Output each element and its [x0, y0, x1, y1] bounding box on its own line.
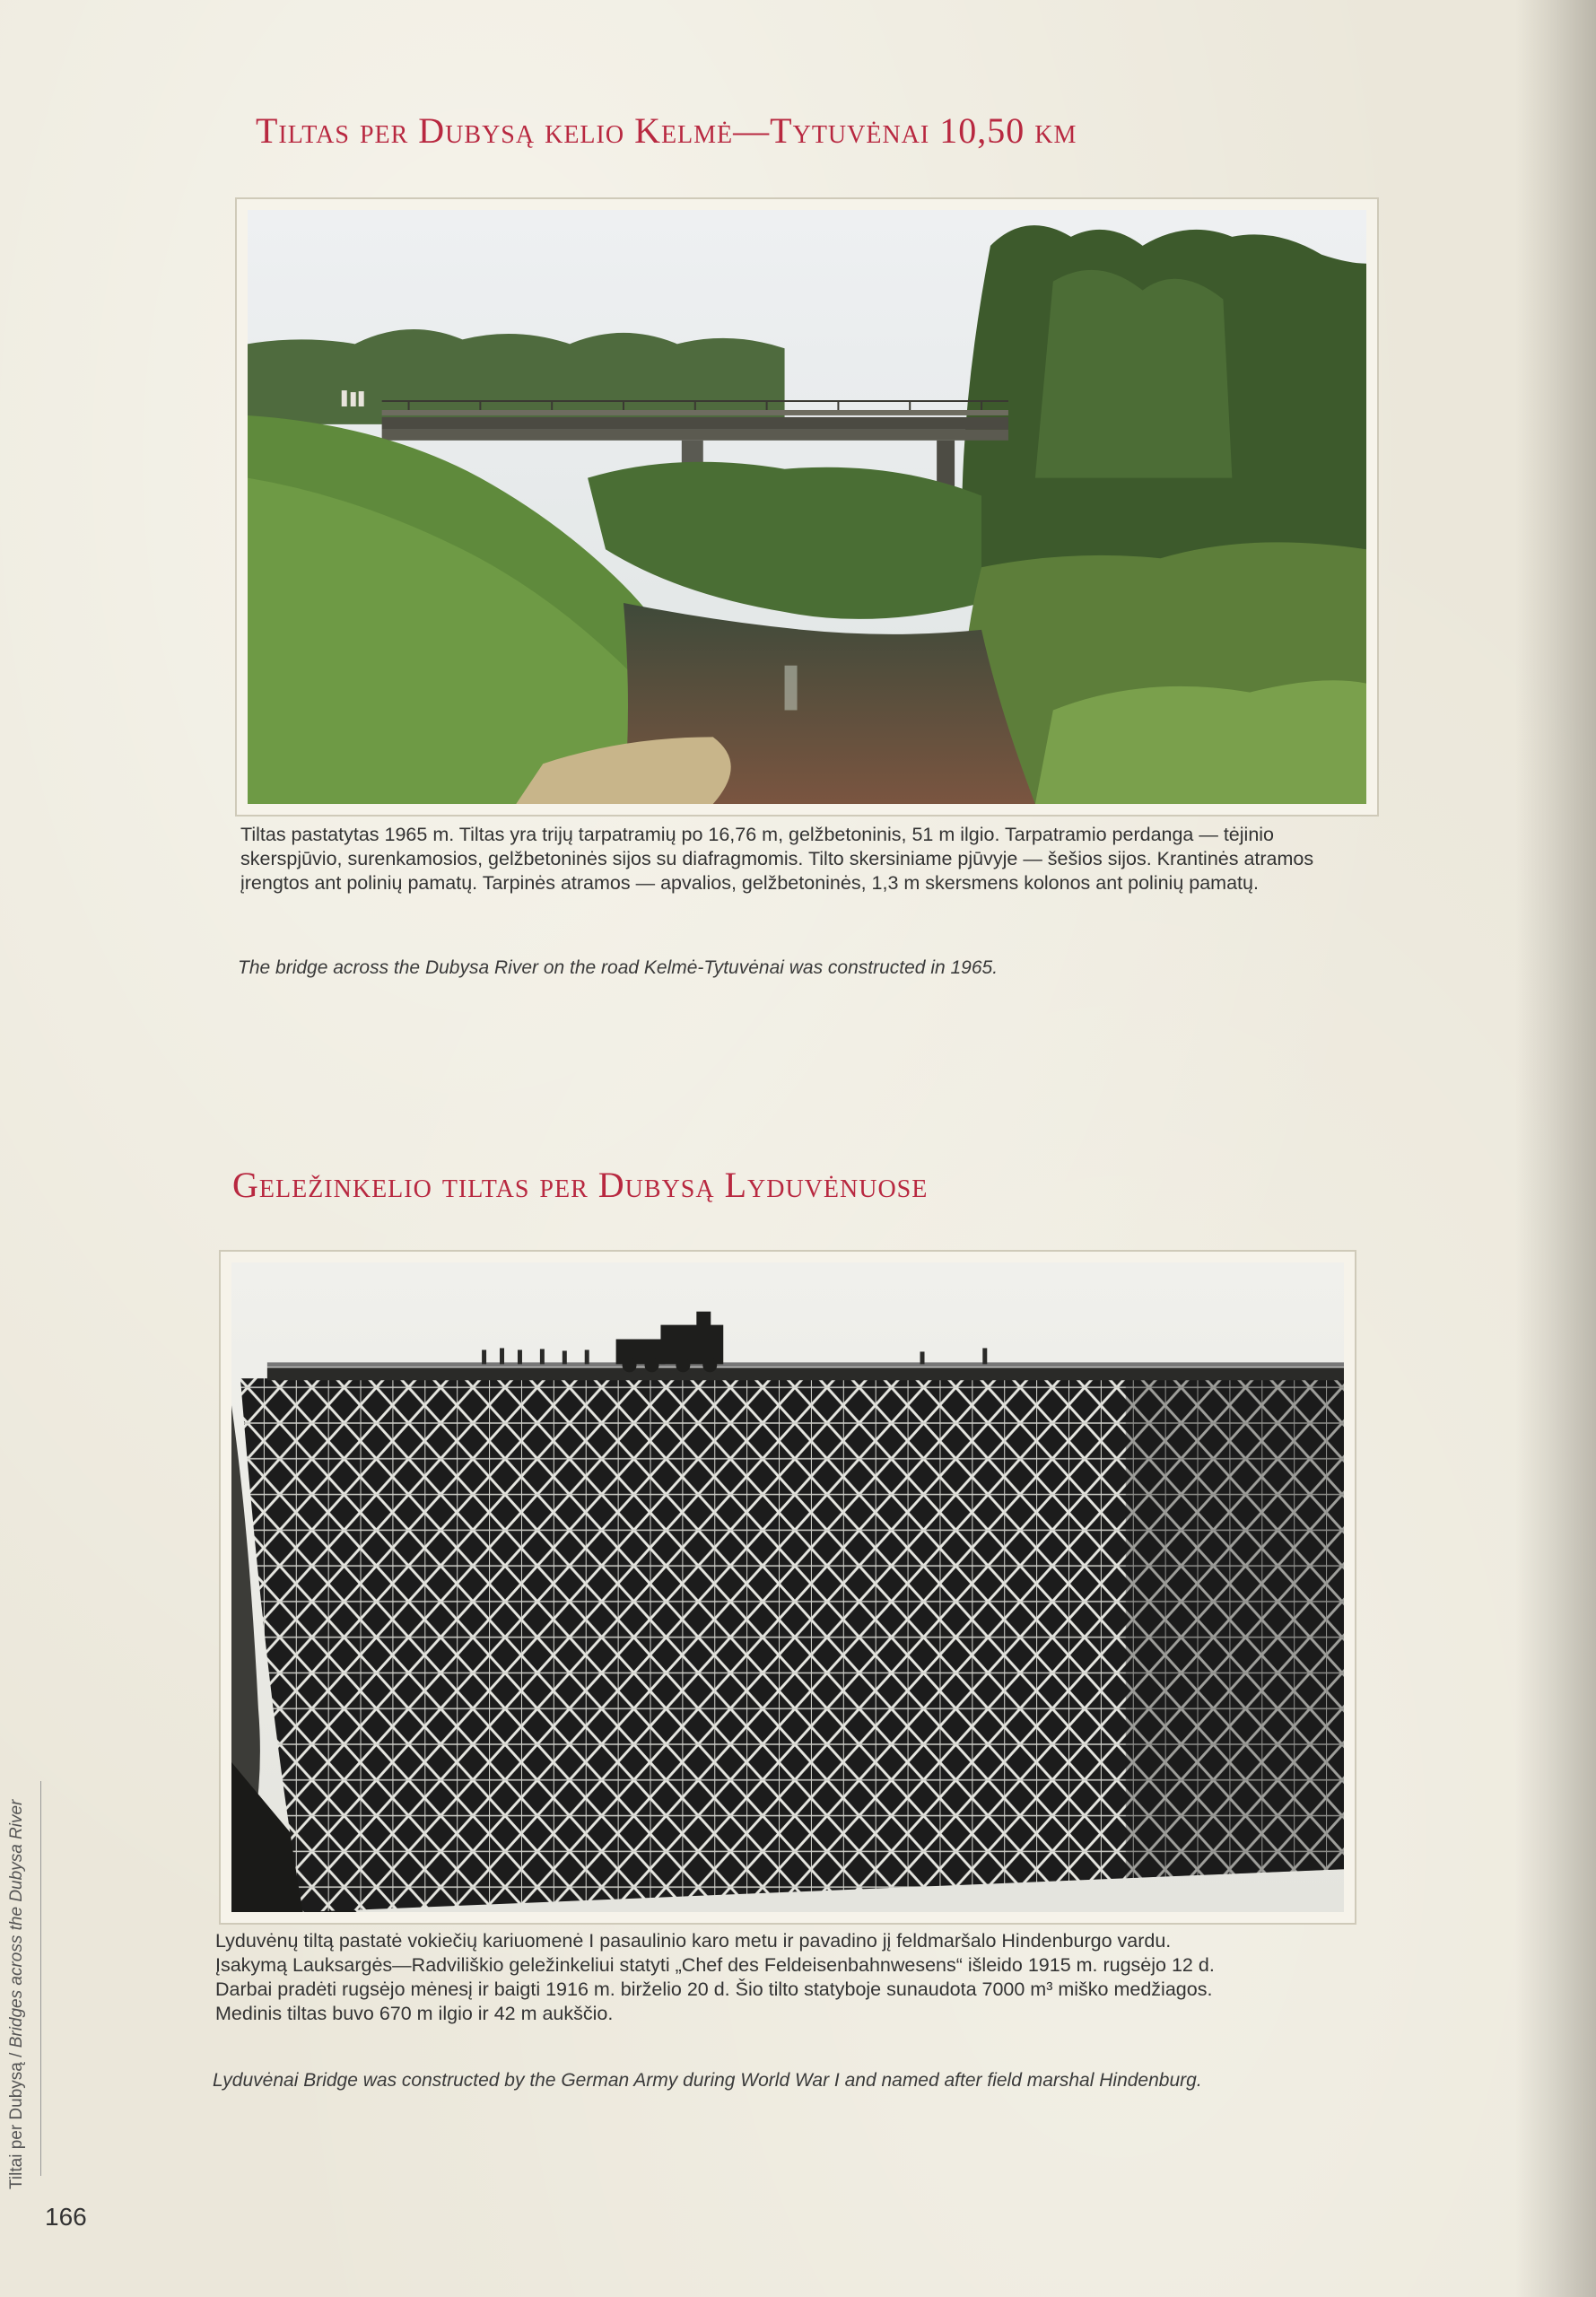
caption-lyduvenai-bridge-lt [215, 1929, 1355, 2026]
caption-line: Lyduvėnų tiltą pastatė vokiečių kariuomenė I pasaulinio karo metu ir pavadino jį feldmaršalo Hindenburgo vardu. [215, 1930, 1172, 1952]
book-gutter-shadow [1515, 0, 1596, 2297]
photo-lyduvenai-bridge-image [231, 1262, 1344, 1912]
photo-kelme-bridge [235, 197, 1379, 817]
sidebar-rule [40, 1781, 41, 2176]
sidebar-running-title [7, 1800, 27, 2189]
caption-line: Įsakymą Lauksargės—Radviliškio geležinkeliui statyti „Chef des Feldeisenbahnwesens“ išleido 1915 m. rugsėjo 12 d. [215, 1954, 1215, 1976]
section-title-kelme-bridge: Tiltas per Dubysą kelio Kelmė—Tytuvėnai 10,50 km [256, 110, 1077, 151]
caption-kelme-bridge-en: The bridge across the Dubysa River on the road Kelmė-Tytuvėnai was constructed in 1965. [238, 957, 999, 978]
caption-lyduvenai-bridge-en: Lyduvėnai Bridge was constructed by the German Army during World War I and named after field marshal Hindenburg. [213, 2070, 1202, 2091]
caption-line: Medinis tiltas buvo 670 m ilgio ir 42 m aukščio. [215, 2003, 614, 2024]
caption-line: Darbai pradėti rugsėjo mėnesį ir baigti 1916 m. birželio 20 d. Šio tilto statyboje sunaudota 7000 m³ miško medžiagos. [215, 1978, 1213, 2000]
page-number: 166 [45, 2203, 87, 2231]
sidebar-title-lt: Tiltai per Dubysą [7, 2062, 26, 2189]
section-title-lyduvenai-bridge: Geležinkelio tiltas per Dubysą Lyduvėnuose [232, 1165, 929, 1205]
photo-kelme-bridge-image [248, 210, 1366, 804]
sidebar-title-en: Bridges across the Dubysa River [7, 1799, 26, 2048]
caption-kelme-bridge-lt: Tiltas pastatytas 1965 m. Tiltas yra trijų tarpatramių po 16,76 m, gelžbetoninis, 51 m ilgio. Tarpatramio perdanga — tėjinio skerspjūvio, surenkamosios, gelžbetoninės sijos su diafragmomis. Tilto skersiniame pjūvyje — šešios sijos. Krantinės atramos įrengtos ant polinių pamatų. Tarpinės atramos — apvalios, gelžbetoninės, 1,3 m skersmens kolonos ant polinių pamatų. [240, 824, 1314, 894]
sidebar-separator: / [7, 2048, 26, 2063]
photo-lyduvenai-bridge [219, 1250, 1356, 1925]
